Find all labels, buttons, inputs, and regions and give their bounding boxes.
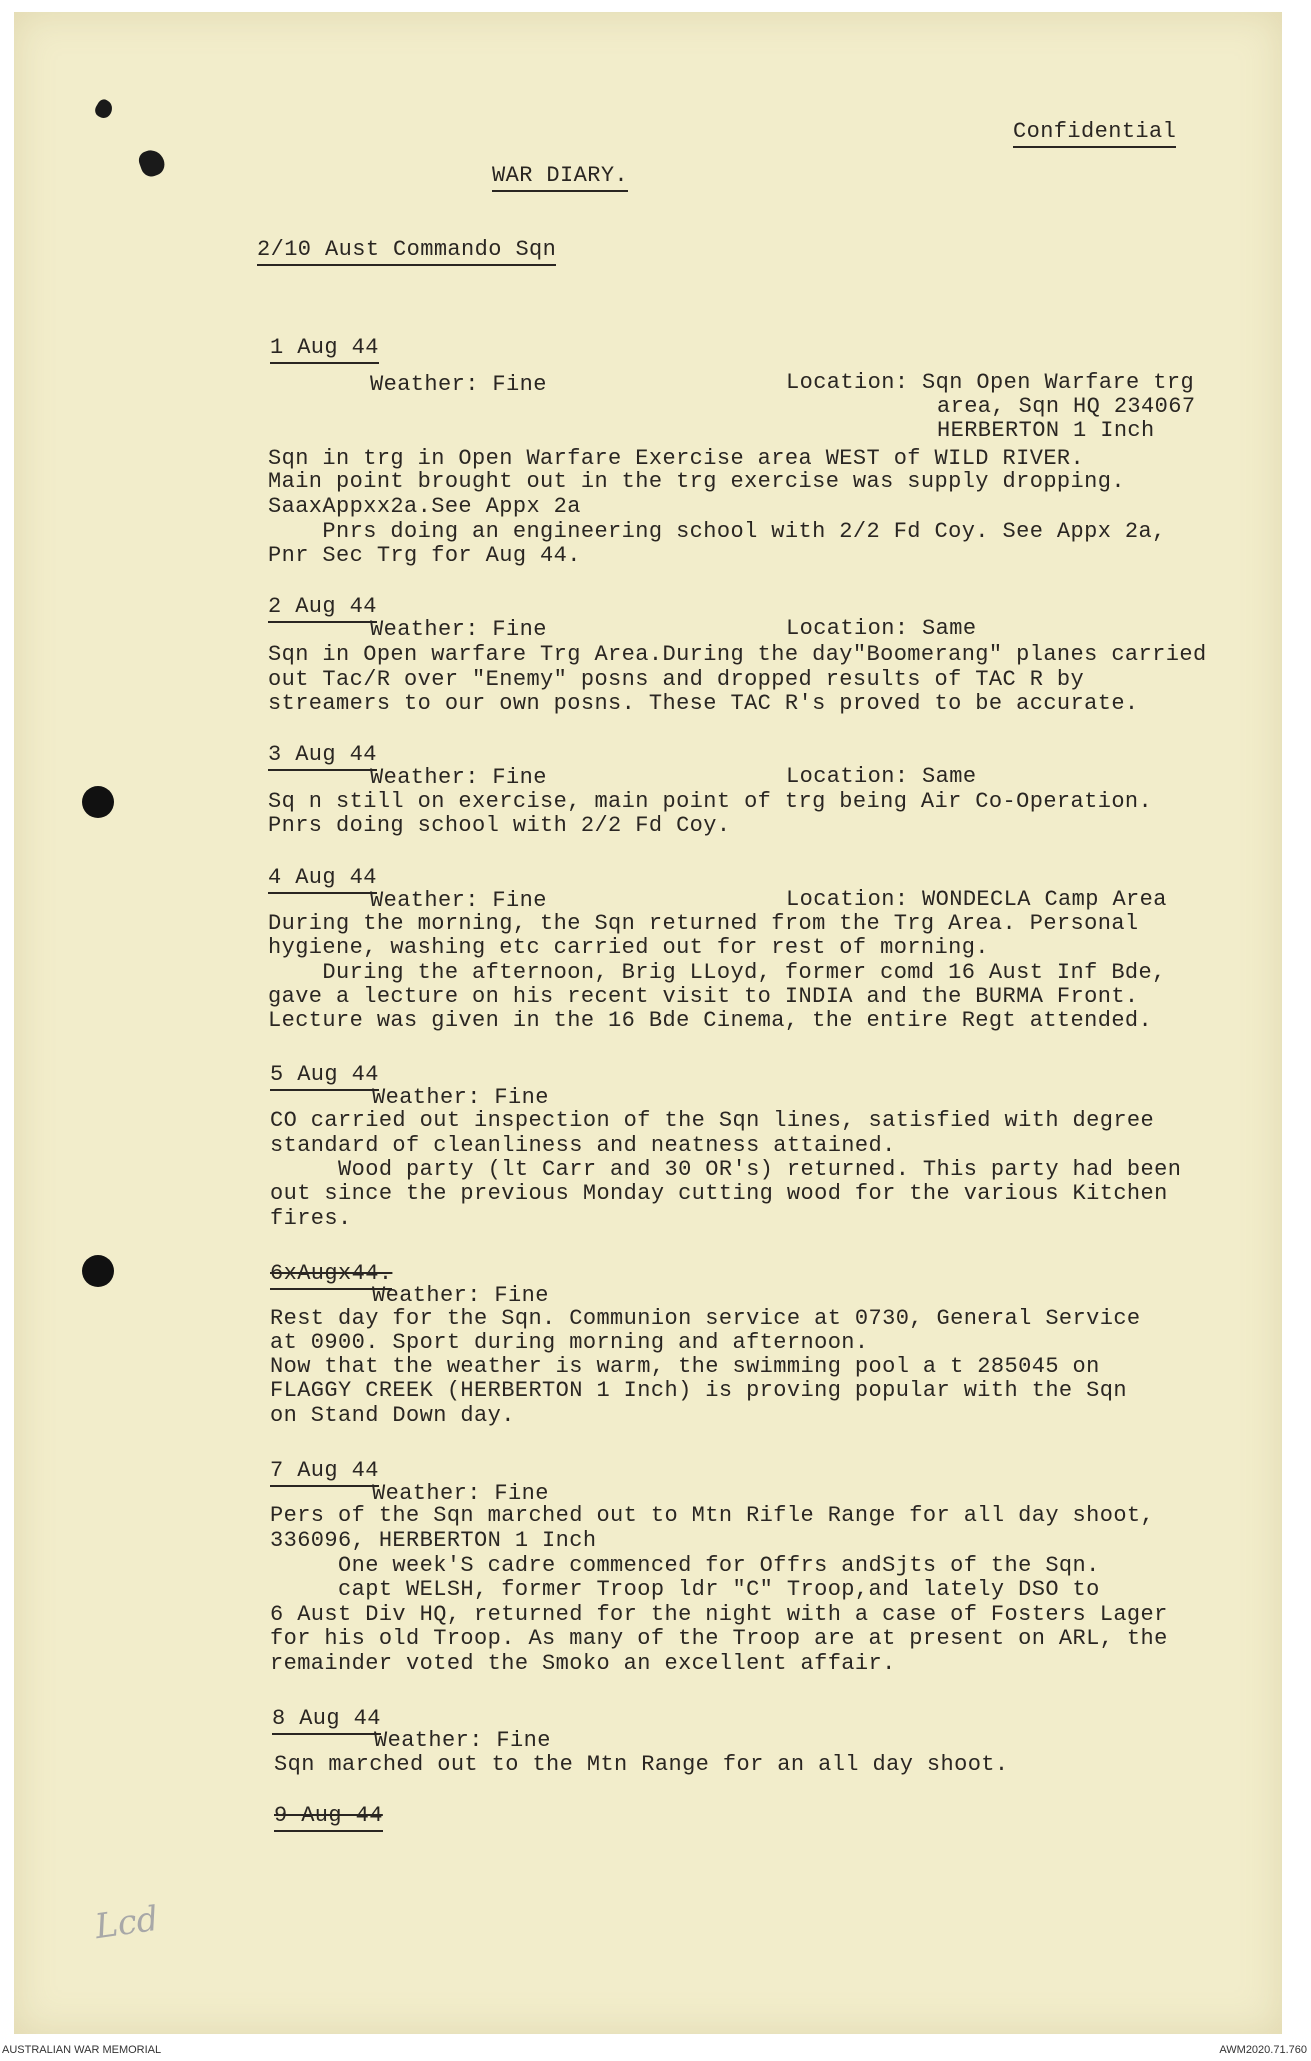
entry-date: 8 Aug 44 bbox=[272, 1706, 381, 1735]
entry-date: 2 Aug 44 bbox=[268, 594, 377, 623]
entry-date: 4 Aug 44 bbox=[268, 865, 377, 894]
entry-text: at 0900. Sport during morning and afternoon. bbox=[270, 1330, 869, 1355]
entry-text: 336096, HERBERTON 1 Inch bbox=[270, 1528, 597, 1553]
entry-location: Location: Same bbox=[786, 764, 977, 789]
footer-credit: AUSTRALIAN WAR MEMORIAL bbox=[2, 2044, 162, 2056]
entry-text: on Stand Down day. bbox=[270, 1403, 515, 1428]
entry-text: One week'S cadre commenced for Offrs andSjts of the Sqn. bbox=[270, 1553, 1100, 1578]
entry-date: 7 Aug 44 bbox=[270, 1458, 379, 1487]
entry-text: Pnr Sec Trg for Aug 44. bbox=[268, 543, 581, 568]
entry-weather: Weather: Fine bbox=[370, 765, 547, 790]
entry-text: SaaxAppxx2a.See Appx 2a bbox=[268, 494, 581, 519]
entry-location: Location: WONDECLA Camp Area bbox=[786, 887, 1167, 912]
entry-location: Location: Sqn Open Warfare trg bbox=[786, 370, 1195, 395]
entry-weather: Weather: Fine bbox=[372, 1283, 549, 1308]
pencil-signature: Lcd bbox=[92, 1898, 161, 1948]
classification-label: Confidential bbox=[1013, 119, 1176, 148]
entry-text: streamers to our own posns. These TAC R's proved to be accurate. bbox=[268, 691, 1139, 716]
entry-text: Sqn marched out to the Mtn Range for an all day shoot. bbox=[274, 1752, 1009, 1777]
entry-location: Location: Same bbox=[786, 616, 977, 641]
entry-text: Main point brought out in the trg exercise was supply dropping. bbox=[268, 469, 1125, 494]
document-title: WAR DIARY. bbox=[492, 163, 628, 192]
entry-text: hygiene, washing etc carried out for rest of morning. bbox=[268, 935, 989, 960]
entry-text: Sqn in trg in Open Warfare Exercise area WEST of WILD RIVER. bbox=[268, 446, 1085, 471]
entry-date: 6xAugx44. bbox=[270, 1261, 392, 1290]
entry-weather: Weather: Fine bbox=[370, 372, 547, 397]
entry-text: out Tac/R over "Enemy" posns and dropped results of TAC R by bbox=[268, 667, 1085, 692]
entry-text: Rest day for the Sqn. Communion service at 0730, General Service bbox=[270, 1306, 1141, 1331]
entry-date-struck: 9 Aug 44 bbox=[274, 1803, 383, 1832]
entry-date: 1 Aug 44 bbox=[270, 335, 379, 364]
entry-text: gave a lecture on his recent visit to INDIA and the BURMA Front. bbox=[268, 984, 1139, 1009]
entry-weather: Weather: Fine bbox=[370, 888, 547, 913]
entry-text: standard of cleanliness and neatness attained. bbox=[270, 1133, 896, 1158]
entry-text: During the morning, the Sqn returned from the Trg Area. Personal bbox=[268, 911, 1139, 936]
entry-text: out since the previous Monday cutting wood for the various Kitchen bbox=[270, 1181, 1168, 1206]
entry-text: Pnrs doing school with 2/2 Fd Coy. bbox=[268, 813, 731, 838]
entry-text: Lecture was given in the 16 Bde Cinema, the entire Regt attended. bbox=[268, 1008, 1153, 1033]
entry-location: area, Sqn HQ 234067 bbox=[937, 394, 1196, 419]
entry-weather: Weather: Fine bbox=[370, 617, 547, 642]
entry-text: remainder voted the Smoko an excellent affair. bbox=[270, 1651, 896, 1676]
entry-text: Pers of the Sqn marched out to Mtn Rifle Range for all day shoot, bbox=[270, 1503, 1155, 1528]
entry-weather: Weather: Fine bbox=[372, 1481, 549, 1506]
entry-text: FLAGGY CREEK (HERBERTON 1 Inch) is proving popular with the Sqn bbox=[270, 1378, 1127, 1403]
footer-accession: AWM2020.71.760 bbox=[1219, 2044, 1307, 2056]
entry-location: HERBERTON 1 Inch bbox=[937, 418, 1155, 443]
unit-name: 2/10 Aust Commando Sqn bbox=[257, 237, 556, 266]
punch-hole-lower bbox=[82, 1255, 114, 1287]
entry-text: 6 Aust Div HQ, returned for the night with a case of Fosters Lager bbox=[270, 1602, 1168, 1627]
entry-text: Now that the weather is warm, the swimming pool a t 285045 on bbox=[270, 1354, 1100, 1379]
entry-date: 3 Aug 44 bbox=[268, 742, 377, 771]
entry-weather: Weather: Fine bbox=[372, 1085, 549, 1110]
entry-text: Pnrs doing an engineering school with 2/2 Fd Coy. See Appx 2a, bbox=[268, 519, 1166, 544]
entry-text: fires. bbox=[270, 1206, 352, 1231]
punch-hole-upper bbox=[82, 786, 114, 818]
entry-text: capt WELSH, former Troop ldr "C" Troop,and lately DSO to bbox=[270, 1577, 1100, 1602]
entry-text: Sqn in Open warfare Trg Area.During the day"Boomerang" planes carried bbox=[268, 642, 1207, 667]
entry-text: Sq n still on exercise, main point of trg being Air Co-Operation. bbox=[268, 789, 1153, 814]
entry-text: Wood party (lt Carr and 30 OR's) returned. This party had been bbox=[270, 1157, 1182, 1182]
entry-text: During the afternoon, Brig LLoyd, former comd 16 Aust Inf Bde, bbox=[268, 960, 1166, 985]
entry-text: CO carried out inspection of the Sqn lines, satisfied with degree bbox=[270, 1108, 1155, 1133]
entry-text: for his old Troop. As many of the Troop are at present on ARL, the bbox=[270, 1626, 1168, 1651]
entry-date: 5 Aug 44 bbox=[270, 1062, 379, 1091]
entry-weather: Weather: Fine bbox=[374, 1728, 551, 1753]
